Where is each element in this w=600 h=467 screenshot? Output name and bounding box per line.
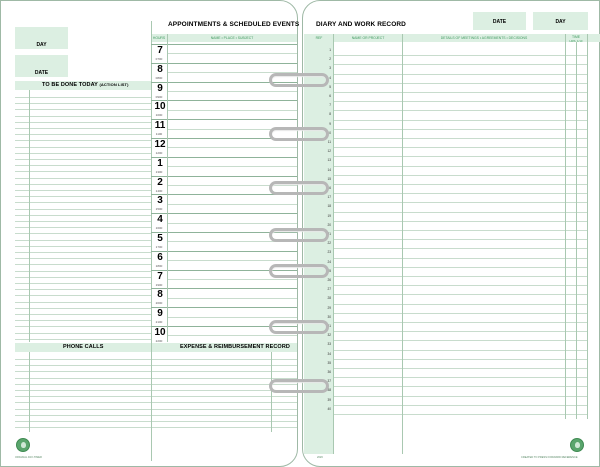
binder-ring-icon [269,379,329,393]
ref-number: 1 [329,48,331,52]
ref-column-line [333,34,334,454]
ref-number: 35 [327,360,331,365]
date-label: DATE [34,70,49,76]
diary-line [333,350,588,351]
todo-header-bar [15,81,151,90]
diary-line [333,156,588,157]
hour-sublabel: 1200 [155,151,163,155]
hours-column-line [167,34,168,342]
todo-line [15,165,151,166]
todo-line [15,271,151,272]
hour-sublabel: 2100 [155,320,163,325]
diary-line [333,331,588,332]
ref-number: 6 [329,94,331,98]
day-field[interactable] [15,27,68,49]
hour-label: 9 [157,82,163,94]
todo-line [15,221,151,222]
ref-number: 36 [327,370,331,374]
todo-line [15,339,151,340]
ref-number: 39 [327,397,331,402]
binder-ring-icon [269,228,329,242]
hour-label: 1 [157,157,163,169]
todo-line [15,258,151,259]
left-planner-page [0,0,298,467]
time-column-label: TIME [571,34,581,39]
phone-line [15,427,151,428]
phone-line [15,359,151,360]
appointments-header: APPOINTMENTS & SCHEDULED EVENTS [168,21,300,28]
ref-number: 18 [327,204,331,209]
expense-line [152,402,297,403]
diary-line [333,55,588,56]
todo-line [15,97,151,98]
diary-line [333,212,588,213]
diary-line [333,64,588,65]
ref-number: 25 [327,268,331,273]
todo-line [15,333,151,334]
todo-line [15,302,151,303]
hour-sublabel: 0700 [155,57,163,61]
hour-sublabel: 0900 [155,94,163,99]
todo-line [15,134,151,135]
name-column-label: NAME OR PROJECT [351,36,385,40]
todo-line [15,320,151,321]
hour-divider [151,213,297,214]
phone-line [15,421,151,422]
time-column-line [587,34,588,419]
time-subcolumn-label: HRS. 1/10 [569,38,583,43]
todo-line [15,184,151,185]
half-hour-line [167,110,297,111]
todo-line [15,252,151,253]
todo-line [15,326,151,327]
hour-sublabel: 1500 [155,207,163,212]
day-label: DAY [36,42,47,48]
todo-line [15,227,151,228]
hour-sublabel: 1400 [155,188,163,193]
hour-label: 4 [157,214,163,226]
todo-line [15,202,151,203]
date-field[interactable] [15,55,68,77]
todo-line [15,314,151,315]
ref-number: 10 [327,130,331,135]
right-date-label: DATE [492,19,507,25]
diary-line [333,175,588,176]
todo-line [15,147,151,148]
todo-line [15,171,151,172]
todo-line [15,295,151,296]
ref-number: 26 [327,278,331,282]
ref-number: 21 [327,232,331,236]
diary-line [333,322,588,323]
diary-line [333,120,588,121]
diary-line [333,184,588,185]
ref-number: 16 [327,186,331,190]
hour-divider [151,100,297,101]
todo-line [15,308,151,309]
phone-line [15,402,151,403]
ref-number: 15 [327,176,331,181]
diary-line [333,313,588,314]
expense-line [152,396,297,397]
right-day-field[interactable] [533,12,588,30]
diary-line [333,202,588,203]
diary-line [333,368,588,369]
hour-sublabel: 1300 [155,169,163,174]
expense-header-bar [152,343,297,352]
ref-number: 19 [327,213,331,218]
right-footer-code: 2026 [317,456,323,459]
hour-sublabel: 1900 [155,282,163,287]
hour-sublabel: 2000 [155,301,163,306]
todo-line [15,196,151,197]
hour-divider [151,44,297,45]
expense-line [152,409,297,410]
ref-number: 5 [329,84,331,89]
todo-line [15,116,151,117]
expense-header: EXPENSE & REIMBURSEMENT RECORD [180,344,290,350]
phone-line [15,396,151,397]
ref-number: 30 [327,314,331,319]
todo-subheader: (ACTION LIST) [99,82,129,87]
hour-label: 10 [154,101,166,113]
diary-line [333,294,588,295]
hour-divider [151,63,297,64]
hour-sublabel: 2200 [155,339,163,343]
right-footer-note: CREATED TO PRESS FORWARD REFERENCE [521,456,578,459]
diary-line [333,138,588,139]
binder-ring-icon [269,127,329,141]
ref-number: 12 [327,149,331,154]
todo-line [15,178,151,179]
hour-label: 2 [157,176,163,188]
half-hour-line [167,166,297,167]
diary-line [333,110,588,111]
todo-line [15,283,151,284]
ref-number: 33 [327,342,331,347]
hour-label: 11 [154,120,166,132]
half-hour-line [167,91,297,92]
todo-line [15,264,151,265]
ref-number: 27 [327,287,331,292]
ref-number: 7 [329,103,331,108]
ref-number: 17 [327,195,331,200]
ref-number: 9 [329,121,331,126]
name-column-line [402,34,403,454]
hour-divider [151,157,297,158]
ref-number: 31 [327,324,331,328]
todo-line [15,233,151,234]
details-column-line [565,34,566,419]
half-hour-line [167,298,297,299]
diary-line [333,359,588,360]
diary-line [333,92,588,93]
diary-line [333,74,588,75]
half-hour-line [167,335,297,336]
hour-label: 8 [157,63,163,75]
binder-ring-icon [269,320,329,334]
ref-number: 23 [327,250,331,255]
diary-line [333,276,588,277]
hour-sublabel: 1100 [155,132,163,137]
todo-line [15,122,151,123]
diary-line [333,147,588,148]
todo-line [15,140,151,141]
todo-line [15,246,151,247]
todo-line [15,240,151,241]
todo-line [15,109,151,110]
diary-header: DIARY AND WORK RECORD [316,21,406,28]
todo-line [15,128,151,129]
hour-divider [151,307,297,308]
ref-column-label: REF [315,36,323,40]
diary-line [333,248,588,249]
details-column-label: DETAILS OF MEETINGS • AGREEMENTS • DECISIONS [440,36,528,40]
todo-header: TO BE DONE TODAY (ACTION LIST) [42,82,129,88]
hour-divider [151,251,297,252]
hour-label: 8 [157,289,163,301]
phone-header-bar [15,343,151,352]
time-subcolumn-line [576,42,577,419]
left-divider [151,21,152,461]
logo-icon [16,438,30,452]
phone-line [15,384,151,385]
hour-sublabel: 1800 [155,263,163,268]
diary-line [333,221,588,222]
todo-line [15,190,151,191]
hour-sublabel: 1700 [155,245,163,249]
phone-line [15,415,151,416]
diary-line [333,101,588,102]
hour-label: 7 [157,45,163,56]
left-footer-note: ORIGINAL DAY-TIMER [15,456,42,459]
hour-sublabel: 1600 [155,226,163,231]
ref-number: 20 [327,222,331,227]
diary-line [333,340,588,341]
right-date-field[interactable] [473,12,526,30]
right-day-label: DAY [555,19,566,25]
diary-line [333,239,588,240]
half-hour-line [167,279,297,280]
diary-line [333,405,588,406]
expense-line [152,421,297,422]
hour-label: 9 [157,308,163,320]
expense-line [152,365,297,366]
diary-line [333,193,588,194]
ref-number: 8 [329,112,331,117]
phone-line [15,390,151,391]
hour-divider [151,119,297,120]
ref-number: 4 [329,75,331,80]
expense-line [152,359,297,360]
diary-line [333,285,588,286]
binder-ring-icon [269,73,329,87]
todo-line [15,159,151,160]
right-logo-icon [570,438,584,452]
half-hour-line [167,204,297,205]
hours-column-label: HOURS [152,36,166,40]
hour-label: 7 [157,270,163,282]
ref-number: 24 [327,259,331,264]
half-hour-line [167,317,297,318]
todo-line [15,289,151,290]
diary-line [333,129,588,130]
todo-line [15,215,151,216]
ref-number: 38 [327,388,331,393]
ref-number: 14 [327,167,331,172]
hour-label: 10 [154,327,166,338]
hour-divider [151,176,297,177]
ref-number: 28 [327,296,331,301]
ref-number: 37 [327,379,331,384]
half-hour-line [167,147,297,148]
ref-number: 34 [327,351,331,356]
diary-line [333,267,588,268]
binder-ring-icon [269,181,329,195]
phone-header: PHONE CALLS [63,344,104,350]
todo-margin-line [29,90,30,342]
half-hour-line [167,53,297,54]
diary-line [333,396,588,397]
hour-label: 3 [157,195,163,207]
hour-label: 12 [154,139,166,150]
hour-sublabel: 1000 [155,113,163,118]
phone-line [15,365,151,366]
todo-line [15,153,151,154]
half-hour-line [167,223,297,224]
hour-label: 5 [157,233,163,244]
appointments-column-label: NAME • PLACE • SUBJECT [210,36,254,40]
half-hour-line [167,260,297,261]
expense-line [152,371,297,372]
diary-line [333,83,588,84]
ref-number: 11 [327,140,331,144]
ref-number: 40 [327,406,331,411]
diary-line [333,230,588,231]
diary-line [333,377,588,378]
ref-number: 3 [329,66,331,71]
todo-line [15,277,151,278]
todo-line [15,209,151,210]
ref-number: 32 [327,333,331,338]
phone-line [15,378,151,379]
diary-line [333,386,588,387]
phone-line [15,371,151,372]
diary-line [333,414,588,415]
hour-sublabel: 0800 [155,75,163,80]
ref-number: 13 [327,158,331,163]
phone-margin-line [29,352,30,432]
diary-line [333,166,588,167]
ref-number: 29 [327,305,331,310]
diary-line [333,304,588,305]
todo-line [15,103,151,104]
binder-ring-icon [269,264,329,278]
hour-divider [151,288,297,289]
ref-number: 2 [329,57,331,62]
expense-line [152,427,297,428]
phone-line [15,409,151,410]
hour-label: 6 [157,251,163,263]
expense-line [152,415,297,416]
right-planner-page [302,0,600,467]
ref-number: 22 [327,241,331,246]
diary-line [333,258,588,259]
